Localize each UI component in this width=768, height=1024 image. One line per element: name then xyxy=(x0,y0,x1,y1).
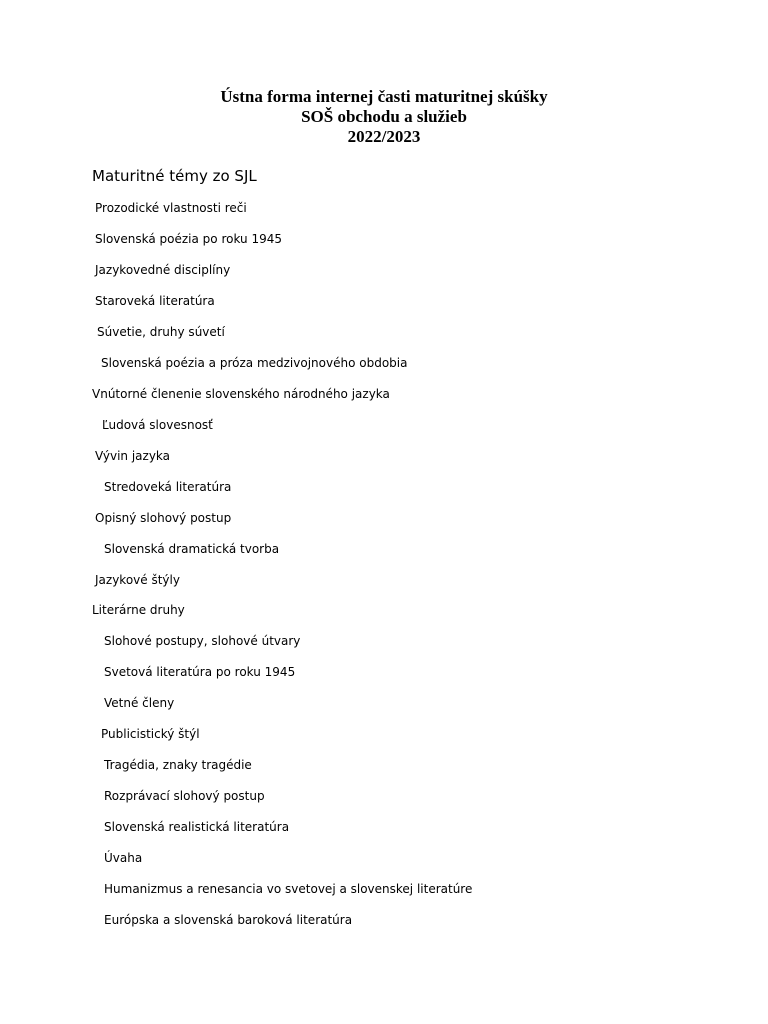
topic-item: Európska a slovenská baroková literatúra xyxy=(104,913,353,927)
topic-item: Úvaha xyxy=(104,851,143,865)
topic-item: Svetová literatúra po roku 1945 xyxy=(104,665,296,679)
topic-item: Slovenská poézia po roku 1945 xyxy=(95,232,283,246)
school-name: SOŠ obchodu a služieb xyxy=(301,107,467,126)
topic-item: Slovenská poézia a próza medzivojnového obdobia xyxy=(101,356,408,370)
topic-item: Vnútorné členenie slovenského národného jazyka xyxy=(92,387,390,401)
topic-item: Stredoveká literatúra xyxy=(104,480,232,494)
topic-item: Vetné členy xyxy=(104,696,175,710)
topic-item: Slohové postupy, slohové útvary xyxy=(104,634,301,648)
topic-item: Publicistický štýl xyxy=(101,727,200,741)
topic-item: Súvetie, druhy súvetí xyxy=(97,325,225,339)
topic-item: Literárne druhy xyxy=(92,603,185,617)
document-title: Ústna forma internej časti maturitnej skúšky xyxy=(220,87,548,106)
section-title: Maturitné témy zo SJL xyxy=(92,167,257,185)
topic-item: Vývin jazyka xyxy=(95,449,171,463)
topic-item: Tragédia, znaky tragédie xyxy=(104,758,252,772)
topic-item: Slovenská realistická literatúra xyxy=(104,820,290,834)
topic-item: Slovenská dramatická tvorba xyxy=(104,542,280,556)
school-year: 2022/2023 xyxy=(347,127,421,146)
topic-item: Staroveká literatúra xyxy=(95,294,215,308)
topic-item: Jazykové štýly xyxy=(95,573,180,587)
topic-item: Prozodické vlastnosti reči xyxy=(95,201,247,215)
topic-item: Humanizmus a renesancia vo svetovej a slovenskej literatúre xyxy=(104,882,473,896)
topic-item: Opisný slohový postup xyxy=(95,511,232,525)
topic-item: Ľudová slovesnosť xyxy=(102,418,213,432)
topic-item: Jazykovedné disciplíny xyxy=(95,263,231,277)
topic-item: Rozprávací slohový postup xyxy=(104,789,265,803)
